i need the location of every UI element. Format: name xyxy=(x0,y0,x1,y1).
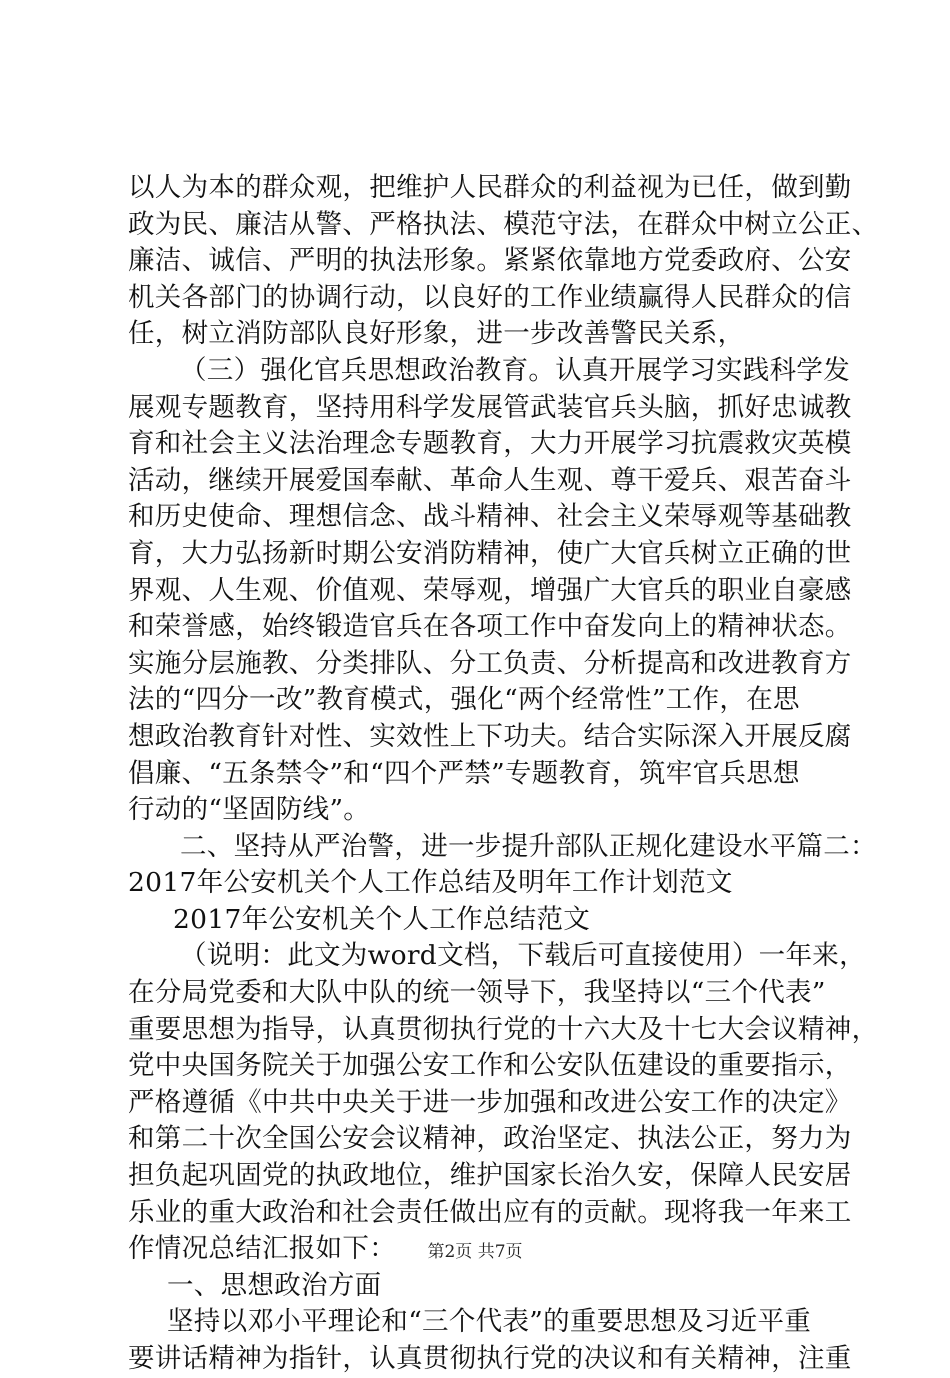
text-line: 育和社会主义法治理念专题教育，大力开展学习抗震救灾英模 xyxy=(128,428,852,460)
text-line: 严格遵循《中共中央关于进一步加强和改进公安工作的决定》 xyxy=(128,1086,852,1118)
text-line: 活动，继续开展爱国奉献、革命人生观、尊干爱兵、艰苦奋斗 xyxy=(128,464,852,496)
section-heading-one: 一、思想政治方面 xyxy=(167,1269,382,1301)
text-line: 2017年公安机关个人工作总结及明年工作计划范文 xyxy=(128,867,733,899)
text-line: 倡廉、“五条禁令”和“四个严禁”专题教育，筑牢官兵思想 xyxy=(128,757,800,789)
text-line: 担负起巩固党的执政地位，维护国家长治久安，保障人民安居 xyxy=(128,1160,852,1192)
text-line: 展观专题教育，坚持用科学发展管武装官兵头脑，抓好忠诚教 xyxy=(128,391,852,423)
text-line: 想政治教育针对性、实效性上下功夫。结合实际深入开展反腐 xyxy=(128,720,852,752)
text-line: 实施分层施教、分类排队、分工负责、分析提高和改进教育方 xyxy=(128,647,852,679)
document-body xyxy=(128,170,879,1378)
text-line: 作情况总结汇报如下： xyxy=(128,1233,396,1265)
page-number-footer: 第2页 共7页 xyxy=(427,1242,523,1262)
section-heading-two: 二、坚持从严治警，进一步提升部队正规化建设水平篇二： xyxy=(180,830,877,862)
article-title: 2017年公安机关个人工作总结范文 xyxy=(173,903,591,935)
text-line: 要讲话精神为指针，认真贯彻执行党的决议和有关精神，注重 xyxy=(128,1343,852,1374)
text-line: 政为民、廉洁从警、严格执法、模范守法，在群众中树立公正、 xyxy=(128,208,879,240)
text-line: 和历史使命、理想信念、战斗精神、社会主义荣辱观等基础教 xyxy=(128,501,852,533)
text-line: 在分局党委和大队中队的统一领导下，我坚持以“三个代表” xyxy=(128,977,826,1009)
text-line: 行动的“坚固防线”。 xyxy=(128,794,371,826)
text-line: 育，大力弘扬新时期公安消防精神，使广大官兵树立正确的世 xyxy=(128,537,852,569)
text-line: 和第二十次全国公安会议精神，政治坚定、执法公正，努力为 xyxy=(128,1123,852,1155)
text-line: 重要思想为指导，认真贯彻执行党的十六大及十七大会议精神， xyxy=(128,1013,879,1045)
text-line: 法的“四分一改”教育模式，强化“两个经常性”工作，在思 xyxy=(128,684,800,716)
text-line: （说明：此文为word文档，下载后可直接使用）一年来， xyxy=(180,940,866,972)
text-line: 廉洁、诚信、严明的执法形象。紧紧依靠地方党委政府、公安 xyxy=(128,245,852,277)
text-line: 坚持以邓小平理论和“三个代表”的重要思想及习近平重 xyxy=(167,1306,812,1338)
text-line: 界观、人生观、价值观、荣辱观，增强广大官兵的职业自豪感 xyxy=(128,574,852,606)
text-line: 党中央国务院关于加强公安工作和公安队伍建设的重要指示， xyxy=(128,1050,852,1082)
text-line: 机关各部门的协调行动，以良好的工作业绩赢得人民群众的信 xyxy=(128,281,852,313)
text-line: 和荣誉感，始终锻造官兵在各项工作中奋发向上的精神状态。 xyxy=(128,611,852,643)
section-heading-three: （三）强化官兵思想政治教育。认真开展学习实践科学发 xyxy=(180,354,850,386)
text-line: 乐业的重大政治和社会责任做出应有的贡献。现将我一年来工 xyxy=(128,1196,852,1228)
text-line: 任，树立消防部队良好形象，进一步改善警民关系， xyxy=(128,318,745,350)
text-line: 以人为本的群众观，把维护人民群众的利益视为已任，做到勤 xyxy=(128,172,852,203)
